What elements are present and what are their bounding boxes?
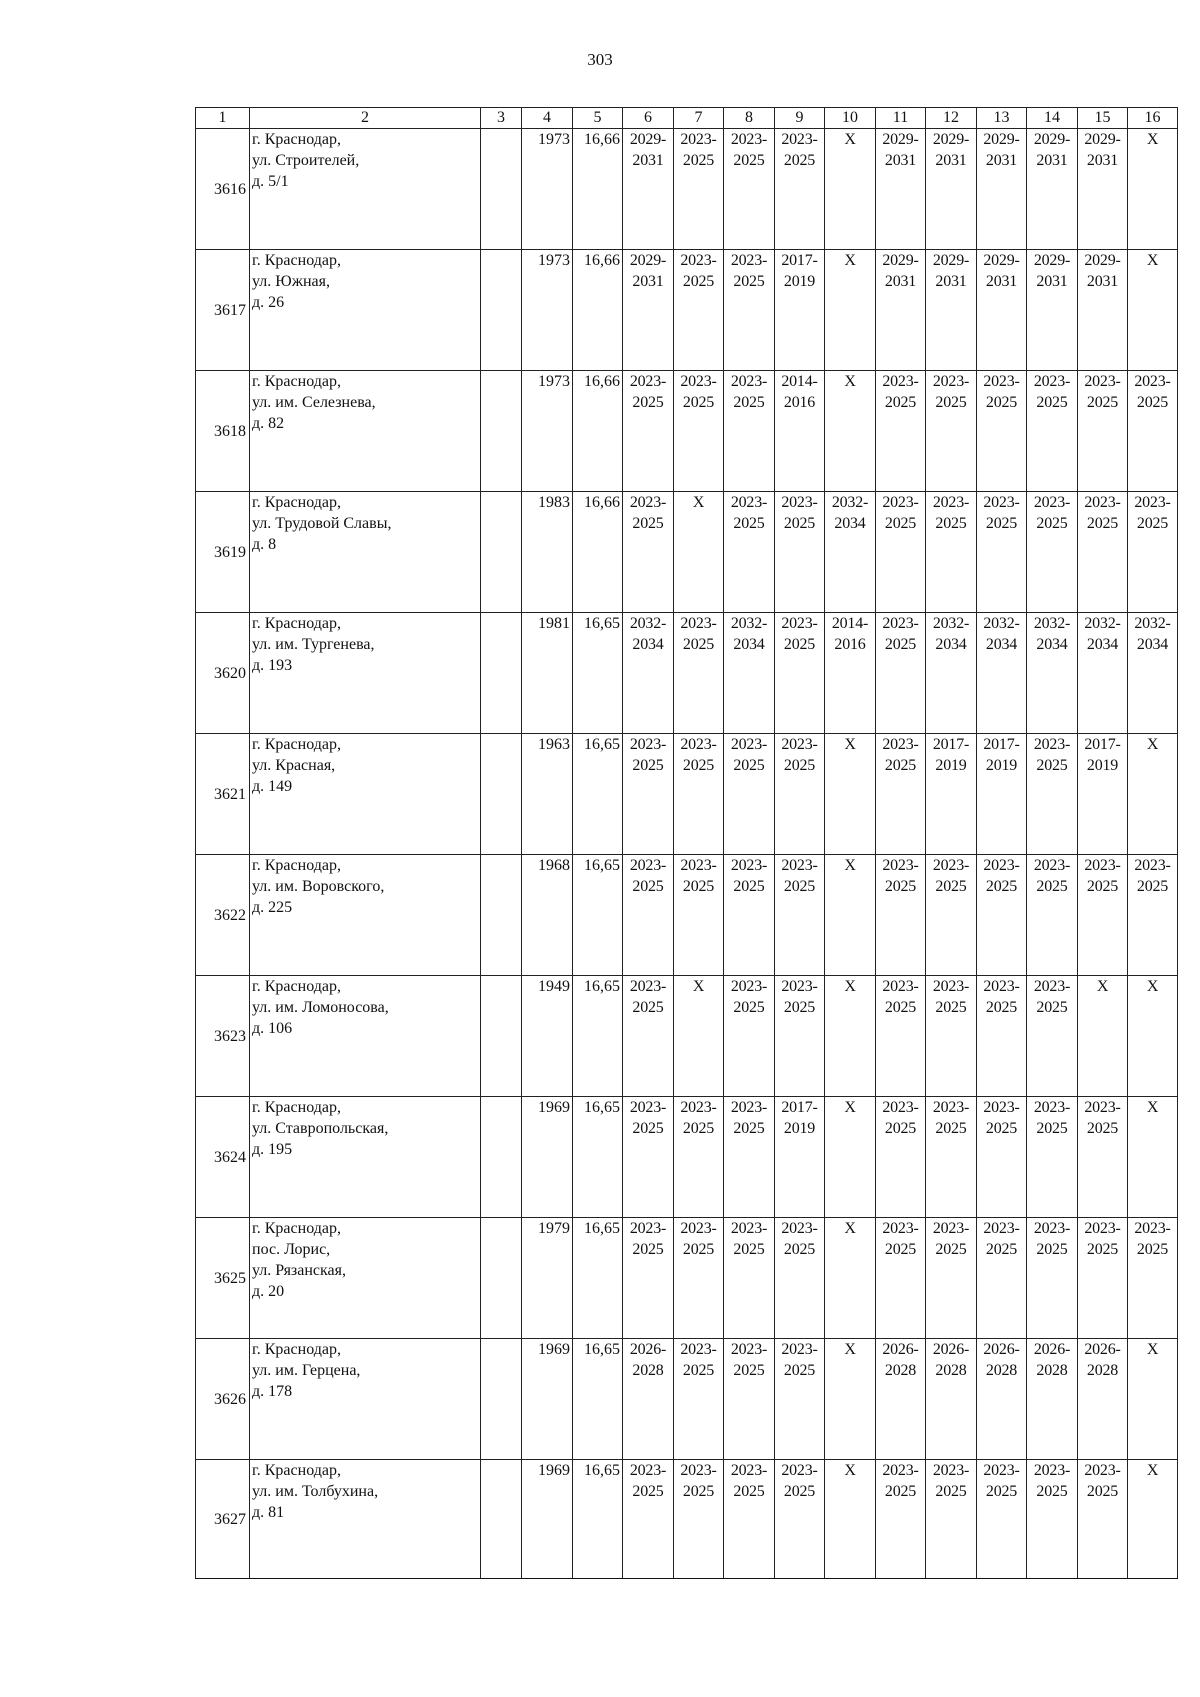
period-cell-col-9: 2023- 2025 bbox=[775, 734, 825, 855]
period-cell-col-6: 2032- 2034 bbox=[623, 613, 674, 734]
period-cell-col-16: Х bbox=[1128, 129, 1178, 250]
period-cell-col-15: Х bbox=[1078, 976, 1128, 1097]
period-cell-col-13: 2023- 2025 bbox=[977, 492, 1027, 613]
address-line: ул. им. Толбухина, bbox=[252, 1483, 379, 1500]
period-cell-col-10: Х bbox=[825, 734, 876, 855]
period-cell-col-6: 2023- 2025 bbox=[623, 492, 674, 613]
build-year-cell: 1969 bbox=[522, 1460, 573, 1579]
period-cell-col-10: Х bbox=[825, 1339, 876, 1460]
column-header-11: 11 bbox=[876, 108, 926, 129]
table-row bbox=[196, 1339, 1178, 1460]
address-line: ул. им. Герцена, bbox=[252, 1362, 361, 1379]
period-cell-col-12: 2023- 2025 bbox=[926, 492, 977, 613]
address-line: пос. Лорис, bbox=[252, 1241, 331, 1258]
table-row bbox=[196, 1097, 1178, 1218]
period-cell-col-13: 2023- 2025 bbox=[977, 1218, 1027, 1339]
period-cell-col-6: 2023- 2025 bbox=[623, 371, 674, 492]
address-line: д. 82 bbox=[252, 415, 285, 432]
period-cell-col-11: 2023- 2025 bbox=[876, 613, 926, 734]
row-number: 3618 bbox=[196, 371, 250, 492]
build-year-cell: 1969 bbox=[522, 1339, 573, 1460]
address-cell bbox=[250, 492, 481, 613]
address-line: г. Краснодар, bbox=[252, 736, 341, 753]
period-cell-col-6: 2023- 2025 bbox=[623, 1218, 674, 1339]
period-cell-col-6: 2026- 2028 bbox=[623, 1339, 674, 1460]
period-cell-col-11: 2029- 2031 bbox=[876, 129, 926, 250]
period-cell-col-14: 2032- 2034 bbox=[1027, 613, 1078, 734]
address-cell bbox=[250, 371, 481, 492]
period-cell-col-15: 2029- 2031 bbox=[1078, 129, 1128, 250]
period-cell-col-9: 2023- 2025 bbox=[775, 129, 825, 250]
period-cell-col-13: 2023- 2025 bbox=[977, 855, 1027, 976]
period-cell-col-10: Х bbox=[825, 976, 876, 1097]
row-number: 3625 bbox=[196, 1218, 250, 1339]
row-number: 3616 bbox=[196, 129, 250, 250]
period-cell-col-7: 2023- 2025 bbox=[674, 1218, 724, 1339]
address-line: д. 195 bbox=[252, 1141, 293, 1158]
rate-cell: 16,66 bbox=[573, 129, 623, 250]
period-cell-col-11: 2023- 2025 bbox=[876, 371, 926, 492]
period-cell-col-13: 2023- 2025 bbox=[977, 1460, 1027, 1579]
period-cell-col-6: 2023- 2025 bbox=[623, 1460, 674, 1579]
rate-cell: 16,65 bbox=[573, 1218, 623, 1339]
period-cell-col-13: 2026- 2028 bbox=[977, 1339, 1027, 1460]
address-line: г. Краснодар, bbox=[252, 131, 341, 148]
table-row bbox=[196, 250, 1178, 371]
period-cell-col-11: 2023- 2025 bbox=[876, 1097, 926, 1218]
column-header-2: 2 bbox=[250, 108, 481, 129]
address-line: г. Краснодар, bbox=[252, 494, 341, 511]
period-cell-col-14: 2023- 2025 bbox=[1027, 1097, 1078, 1218]
address-line: д. 5/1 bbox=[252, 173, 289, 190]
period-cell-col-7: 2023- 2025 bbox=[674, 1460, 724, 1579]
address-line: ул. Ставропольская, bbox=[252, 1120, 389, 1137]
column-3-cell bbox=[481, 1339, 522, 1460]
rate-cell: 16,65 bbox=[573, 613, 623, 734]
period-cell-col-10: Х bbox=[825, 371, 876, 492]
period-cell-col-15: 2023- 2025 bbox=[1078, 492, 1128, 613]
address-line: ул. Рязанская, bbox=[252, 1262, 347, 1279]
column-3-cell bbox=[481, 1097, 522, 1218]
period-cell-col-7: Х bbox=[674, 492, 724, 613]
column-3-cell bbox=[481, 250, 522, 371]
period-cell-col-14: 2026- 2028 bbox=[1027, 1339, 1078, 1460]
period-cell-col-13: 2023- 2025 bbox=[977, 976, 1027, 1097]
period-cell-col-16: 2023- 2025 bbox=[1128, 371, 1178, 492]
row-number: 3619 bbox=[196, 492, 250, 613]
address-cell bbox=[250, 1218, 481, 1339]
period-cell-col-8: 2023- 2025 bbox=[724, 734, 775, 855]
period-cell-col-15: 2023- 2025 bbox=[1078, 855, 1128, 976]
period-cell-col-16: Х bbox=[1128, 250, 1178, 371]
rate-cell: 16,66 bbox=[573, 250, 623, 371]
period-cell-col-11: 2023- 2025 bbox=[876, 1460, 926, 1579]
build-year-cell: 1973 bbox=[522, 250, 573, 371]
row-number: 3624 bbox=[196, 1097, 250, 1218]
column-3-cell bbox=[481, 492, 522, 613]
column-3-cell bbox=[481, 1460, 522, 1579]
address-cell bbox=[250, 734, 481, 855]
address-cell bbox=[250, 976, 481, 1097]
period-cell-col-11: 2023- 2025 bbox=[876, 1218, 926, 1339]
period-cell-col-12: 2029- 2031 bbox=[926, 129, 977, 250]
address-line: ул. им. Селезнева, bbox=[252, 394, 376, 411]
period-cell-col-11: 2026- 2028 bbox=[876, 1339, 926, 1460]
period-cell-col-16: 2023- 2025 bbox=[1128, 1218, 1178, 1339]
period-cell-col-9: 2023- 2025 bbox=[775, 976, 825, 1097]
table-row bbox=[196, 734, 1178, 855]
period-cell-col-6: 2023- 2025 bbox=[623, 855, 674, 976]
build-year-cell: 1979 bbox=[522, 1218, 573, 1339]
period-cell-col-12: 2026- 2028 bbox=[926, 1339, 977, 1460]
period-cell-col-8: 2023- 2025 bbox=[724, 1218, 775, 1339]
address-line: г. Краснодар, bbox=[252, 615, 341, 632]
table-row bbox=[196, 855, 1178, 976]
address-line: д. 106 bbox=[252, 1020, 293, 1037]
page-number: 303 bbox=[587, 50, 613, 69]
period-cell-col-14: 2029- 2031 bbox=[1027, 129, 1078, 250]
period-cell-col-10: 2032- 2034 bbox=[825, 492, 876, 613]
period-cell-col-10: Х bbox=[825, 250, 876, 371]
row-number: 3623 bbox=[196, 976, 250, 1097]
period-cell-col-12: 2017- 2019 bbox=[926, 734, 977, 855]
period-cell-col-9: 2023- 2025 bbox=[775, 1218, 825, 1339]
address-line: г. Краснодар, bbox=[252, 1341, 341, 1358]
period-cell-col-9: 2017- 2019 bbox=[775, 250, 825, 371]
period-cell-col-14: 2023- 2025 bbox=[1027, 976, 1078, 1097]
period-cell-col-9: 2023- 2025 bbox=[775, 492, 825, 613]
column-header-10: 10 bbox=[825, 108, 876, 129]
row-number: 3622 bbox=[196, 855, 250, 976]
table-row bbox=[196, 492, 1178, 613]
period-cell-col-9: 2023- 2025 bbox=[775, 855, 825, 976]
row-number: 3627 bbox=[196, 1460, 250, 1579]
address-line: д. 20 bbox=[252, 1283, 285, 1300]
build-year-cell: 1973 bbox=[522, 371, 573, 492]
period-cell-col-6: 2023- 2025 bbox=[623, 976, 674, 1097]
build-year-cell: 1963 bbox=[522, 734, 573, 855]
rate-cell: 16,65 bbox=[573, 1339, 623, 1460]
column-header-14: 14 bbox=[1027, 108, 1078, 129]
period-cell-col-12: 2023- 2025 bbox=[926, 1218, 977, 1339]
column-3-cell bbox=[481, 734, 522, 855]
period-cell-col-7: 2023- 2025 bbox=[674, 855, 724, 976]
rate-cell: 16,65 bbox=[573, 855, 623, 976]
period-cell-col-16: Х bbox=[1128, 976, 1178, 1097]
period-cell-col-7: 2023- 2025 bbox=[674, 250, 724, 371]
table-row bbox=[196, 371, 1178, 492]
period-cell-col-12: 2023- 2025 bbox=[926, 855, 977, 976]
address-line: г. Краснодар, bbox=[252, 1099, 341, 1116]
period-cell-col-8: 2023- 2025 bbox=[724, 129, 775, 250]
period-cell-col-8: 2023- 2025 bbox=[724, 1460, 775, 1579]
address-cell bbox=[250, 1460, 481, 1579]
column-header-5: 5 bbox=[573, 108, 623, 129]
row-number: 3620 bbox=[196, 613, 250, 734]
address-line: д. 26 bbox=[252, 294, 285, 311]
period-cell-col-15: 2029- 2031 bbox=[1078, 250, 1128, 371]
period-cell-col-15: 2017- 2019 bbox=[1078, 734, 1128, 855]
column-3-cell bbox=[481, 129, 522, 250]
period-cell-col-11: 2023- 2025 bbox=[876, 855, 926, 976]
period-cell-col-6: 2023- 2025 bbox=[623, 1097, 674, 1218]
address-line: ул. им. Тургенева, bbox=[252, 636, 375, 653]
row-number: 3617 bbox=[196, 250, 250, 371]
period-cell-col-10: Х bbox=[825, 1097, 876, 1218]
period-cell-col-15: 2023- 2025 bbox=[1078, 1218, 1128, 1339]
table-body bbox=[196, 108, 1178, 1579]
period-cell-col-15: 2023- 2025 bbox=[1078, 1460, 1128, 1579]
period-cell-col-14: 2023- 2025 bbox=[1027, 855, 1078, 976]
row-number: 3621 bbox=[196, 734, 250, 855]
period-cell-col-15: 2026- 2028 bbox=[1078, 1339, 1128, 1460]
rate-cell: 16,65 bbox=[573, 976, 623, 1097]
rate-cell: 16,66 bbox=[573, 492, 623, 613]
period-cell-col-14: 2023- 2025 bbox=[1027, 1460, 1078, 1579]
period-cell-col-15: 2023- 2025 bbox=[1078, 371, 1128, 492]
table-row bbox=[196, 1218, 1178, 1339]
period-cell-col-10: Х bbox=[825, 855, 876, 976]
period-cell-col-8: 2023- 2025 bbox=[724, 855, 775, 976]
address-line: г. Краснодар, bbox=[252, 978, 341, 995]
period-cell-col-7: Х bbox=[674, 976, 724, 1097]
column-header-7: 7 bbox=[674, 108, 724, 129]
period-cell-col-9: 2017- 2019 bbox=[775, 1097, 825, 1218]
address-line: д. 193 bbox=[252, 657, 293, 674]
period-cell-col-15: 2023- 2025 bbox=[1078, 1097, 1128, 1218]
period-cell-col-11: 2029- 2031 bbox=[876, 250, 926, 371]
column-header-1: 1 bbox=[196, 108, 250, 129]
column-header-8: 8 bbox=[724, 108, 775, 129]
period-cell-col-7: 2023- 2025 bbox=[674, 129, 724, 250]
period-cell-col-7: 2023- 2025 bbox=[674, 1097, 724, 1218]
address-cell bbox=[250, 250, 481, 371]
period-cell-col-13: 2017- 2019 bbox=[977, 734, 1027, 855]
period-cell-col-9: 2023- 2025 bbox=[775, 613, 825, 734]
period-cell-col-6: 2029- 2031 bbox=[623, 250, 674, 371]
address-cell bbox=[250, 1097, 481, 1218]
period-cell-col-14: 2023- 2025 bbox=[1027, 734, 1078, 855]
rate-cell: 16,65 bbox=[573, 1097, 623, 1218]
build-year-cell: 1949 bbox=[522, 976, 573, 1097]
period-cell-col-16: 2023- 2025 bbox=[1128, 492, 1178, 613]
period-cell-col-8: 2023- 2025 bbox=[724, 976, 775, 1097]
period-cell-col-12: 2029- 2031 bbox=[926, 250, 977, 371]
column-header-3: 3 bbox=[481, 108, 522, 129]
address-cell bbox=[250, 1339, 481, 1460]
build-year-cell: 1969 bbox=[522, 1097, 573, 1218]
period-cell-col-6: 2023- 2025 bbox=[623, 734, 674, 855]
period-cell-col-8: 2023- 2025 bbox=[724, 1339, 775, 1460]
column-header-4: 4 bbox=[522, 108, 573, 129]
period-cell-col-11: 2023- 2025 bbox=[876, 734, 926, 855]
period-cell-col-13: 2023- 2025 bbox=[977, 371, 1027, 492]
period-cell-col-10: Х bbox=[825, 1218, 876, 1339]
address-line: г. Краснодар, bbox=[252, 857, 341, 874]
period-cell-col-16: 2023- 2025 bbox=[1128, 855, 1178, 976]
address-line: г. Краснодар, bbox=[252, 1220, 341, 1237]
rate-cell: 16,66 bbox=[573, 371, 623, 492]
period-cell-col-8: 2023- 2025 bbox=[724, 1097, 775, 1218]
column-header-6: 6 bbox=[623, 108, 674, 129]
address-line: д. 81 bbox=[252, 1504, 285, 1521]
build-year-cell: 1983 bbox=[522, 492, 573, 613]
address-line: г. Краснодар, bbox=[252, 373, 341, 390]
column-number-header bbox=[196, 108, 1178, 129]
row-number: 3626 bbox=[196, 1339, 250, 1460]
period-cell-col-16: Х bbox=[1128, 734, 1178, 855]
period-cell-col-9: 2023- 2025 bbox=[775, 1460, 825, 1579]
column-3-cell bbox=[481, 1218, 522, 1339]
address-line: ул. Красная, bbox=[252, 757, 336, 774]
table-row bbox=[196, 129, 1178, 250]
period-cell-col-7: 2023- 2025 bbox=[674, 613, 724, 734]
period-cell-col-8: 2023- 2025 bbox=[724, 250, 775, 371]
build-year-cell: 1981 bbox=[522, 613, 573, 734]
build-year-cell: 1973 bbox=[522, 129, 573, 250]
period-cell-col-10: 2014- 2016 bbox=[825, 613, 876, 734]
address-cell bbox=[250, 129, 481, 250]
period-cell-col-13: 2029- 2031 bbox=[977, 250, 1027, 371]
period-cell-col-8: 2023- 2025 bbox=[724, 492, 775, 613]
period-cell-col-12: 2023- 2025 bbox=[926, 976, 977, 1097]
table-row bbox=[196, 1460, 1178, 1579]
period-cell-col-7: 2023- 2025 bbox=[674, 1339, 724, 1460]
period-cell-col-14: 2029- 2031 bbox=[1027, 250, 1078, 371]
column-header-13: 13 bbox=[977, 108, 1027, 129]
address-line: г. Краснодар, bbox=[252, 1462, 341, 1479]
period-cell-col-16: 2032- 2034 bbox=[1128, 613, 1178, 734]
period-cell-col-12: 2023- 2025 bbox=[926, 1097, 977, 1218]
address-line: ул. им. Воровского, bbox=[252, 878, 385, 895]
column-3-cell bbox=[481, 855, 522, 976]
period-cell-col-13: 2032- 2034 bbox=[977, 613, 1027, 734]
address-cell bbox=[250, 855, 481, 976]
period-cell-col-12: 2023- 2025 bbox=[926, 371, 977, 492]
period-cell-col-16: Х bbox=[1128, 1097, 1178, 1218]
period-cell-col-7: 2023- 2025 bbox=[674, 371, 724, 492]
column-3-cell bbox=[481, 371, 522, 492]
period-cell-col-9: 2014- 2016 bbox=[775, 371, 825, 492]
period-cell-col-8: 2023- 2025 bbox=[724, 371, 775, 492]
period-cell-col-13: 2023- 2025 bbox=[977, 1097, 1027, 1218]
period-cell-col-11: 2023- 2025 bbox=[876, 492, 926, 613]
period-cell-col-11: 2023- 2025 bbox=[876, 976, 926, 1097]
column-header-12: 12 bbox=[926, 108, 977, 129]
period-cell-col-9: 2023- 2025 bbox=[775, 1339, 825, 1460]
housing-registry-table bbox=[195, 107, 1178, 1579]
column-header-16: 16 bbox=[1128, 108, 1178, 129]
period-cell-col-15: 2032- 2034 bbox=[1078, 613, 1128, 734]
period-cell-col-13: 2029- 2031 bbox=[977, 129, 1027, 250]
period-cell-col-14: 2023- 2025 bbox=[1027, 492, 1078, 613]
period-cell-col-6: 2029- 2031 bbox=[623, 129, 674, 250]
period-cell-col-7: 2023- 2025 bbox=[674, 734, 724, 855]
period-cell-col-14: 2023- 2025 bbox=[1027, 371, 1078, 492]
column-header-9: 9 bbox=[775, 108, 825, 129]
address-line: г. Краснодар, bbox=[252, 252, 341, 269]
rate-cell: 16,65 bbox=[573, 1460, 623, 1579]
address-line: ул. им. Ломоносова, bbox=[252, 999, 389, 1016]
period-cell-col-12: 2023- 2025 bbox=[926, 1460, 977, 1579]
address-line: д. 225 bbox=[252, 899, 293, 916]
address-line: д. 149 bbox=[252, 778, 293, 795]
period-cell-col-16: Х bbox=[1128, 1460, 1178, 1579]
period-cell-col-12: 2032- 2034 bbox=[926, 613, 977, 734]
column-3-cell bbox=[481, 613, 522, 734]
period-cell-col-16: Х bbox=[1128, 1339, 1178, 1460]
address-cell bbox=[250, 613, 481, 734]
address-line: д. 178 bbox=[252, 1383, 293, 1400]
table-row bbox=[196, 613, 1178, 734]
table-row bbox=[196, 976, 1178, 1097]
period-cell-col-14: 2023- 2025 bbox=[1027, 1218, 1078, 1339]
address-line: ул. Южная, bbox=[252, 273, 330, 290]
column-header-15: 15 bbox=[1078, 108, 1128, 129]
address-line: ул. Трудовой Славы, bbox=[252, 515, 392, 532]
build-year-cell: 1968 bbox=[522, 855, 573, 976]
address-line: ул. Строителей, bbox=[252, 152, 360, 169]
period-cell-col-8: 2032- 2034 bbox=[724, 613, 775, 734]
period-cell-col-10: Х bbox=[825, 1460, 876, 1579]
period-cell-col-10: Х bbox=[825, 129, 876, 250]
column-3-cell bbox=[481, 976, 522, 1097]
rate-cell: 16,65 bbox=[573, 734, 623, 855]
address-line: д. 8 bbox=[252, 536, 277, 553]
